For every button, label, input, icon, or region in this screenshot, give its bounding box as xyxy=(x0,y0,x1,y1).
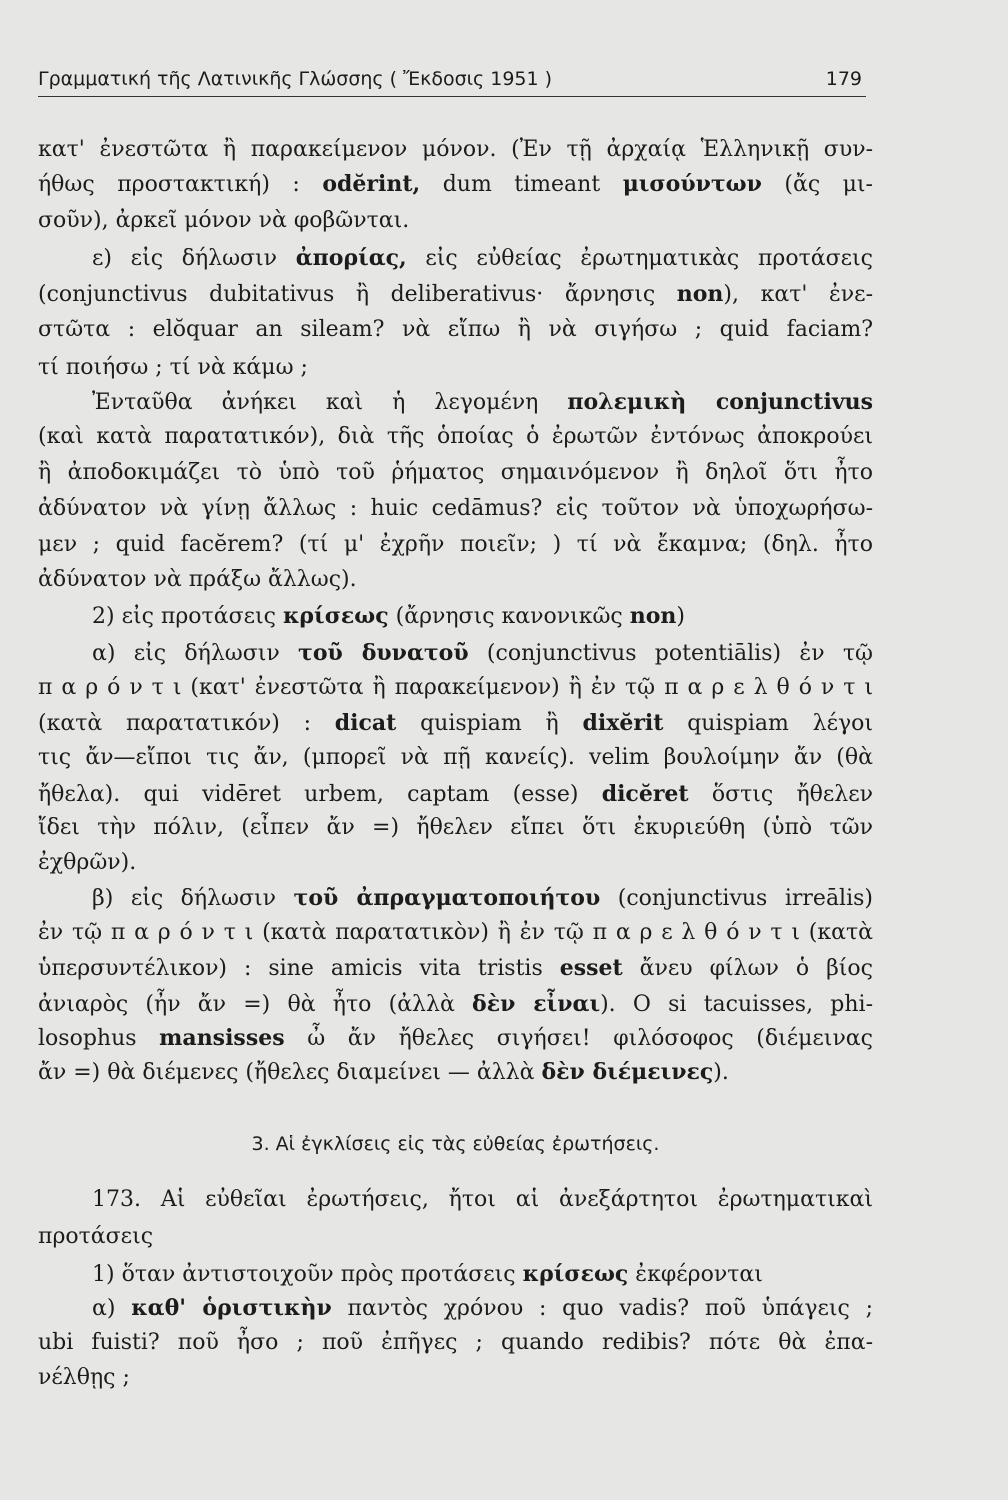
text-line xyxy=(38,1054,873,1091)
text-line xyxy=(38,527,873,563)
text-span: 3. Αἱ ἐγκλίσεις εἰς τὰς εὐθείας ἐρωτήσεις. xyxy=(251,1133,660,1155)
running-title: Γραμματική τῆς Λατινικῆς Γλώσσης ( Ἔκδοσις 1951 ) xyxy=(38,68,553,90)
bold-term: dicĕret xyxy=(601,781,689,807)
text-span: (conjunctivus potentiālis) ἐν τῷ xyxy=(468,641,873,666)
text-span: ήθως προστακτική) : xyxy=(38,172,323,197)
text-line xyxy=(38,1360,873,1396)
text-span: β) εἰς δήλωσιν xyxy=(92,886,294,911)
text-span: μεν ; quid facĕrem? (τί μ' ἐχρῆν ποιεῖν; ) τί νὰ ἔκαμνα; (δηλ. ἦτο xyxy=(38,532,873,557)
text-line xyxy=(38,810,873,846)
bold-term: non xyxy=(629,603,677,629)
text-span: ), κατ' ἐνε- xyxy=(723,282,874,307)
text-span: ἴδει τὴν πόλιν, (εἶπεν ἄν =) ἤθελεν εἴπει ὅτι ἐκυριεύθη (ὑπὸ τῶν xyxy=(38,815,873,840)
text-span: τί ποιήσω ; τί νὰ κάμω ; xyxy=(38,355,308,380)
text-line xyxy=(38,1182,873,1218)
text-span: ἀδύνατον νὰ γίνῃ ἄλλως : huic cedāmus? εἰς τοῦτον νὰ ὑποχωρήσω- xyxy=(38,496,873,521)
text-line xyxy=(38,562,873,598)
text-span: ). O si tacuisses, phi- xyxy=(600,992,873,1017)
bold-term: odĕrint, xyxy=(322,171,421,197)
text-line xyxy=(38,203,873,239)
text-span: ἐν τῷ π α ρ ό ν τ ι (κατὰ παρατατικὸν) ἢ ἐν τῷ π α ρ ε λ θ ό ν τ ι (κατὰ xyxy=(38,920,873,945)
text-line xyxy=(38,384,873,421)
text-span: 1) ὅταν ἀντιστοιχοῦν πρὸς προτάσεις xyxy=(92,1262,523,1287)
bold-term: dicat xyxy=(334,710,397,736)
text-span: παντὸς χρόνου : quo vadis? ποῦ ὑπάγεις ; xyxy=(331,1296,873,1321)
text-span: ) xyxy=(676,604,686,629)
text-line xyxy=(38,455,873,491)
text-line xyxy=(38,635,873,672)
text-span: losophus xyxy=(38,1026,160,1051)
text-line xyxy=(38,1219,873,1255)
text-line xyxy=(38,419,873,455)
text-span: α) εἰς δήλωσιν xyxy=(92,641,299,666)
text-span: σοῦν), ἀρκεῖ μόνον νὰ φοβῶνται. xyxy=(38,208,410,233)
text-span: ὅστις ἤθελεν xyxy=(688,782,873,807)
text-line xyxy=(38,1290,873,1327)
text-span: π α ρ ό ν τ ι (κατ' ἐνεστῶτα ἢ παρακείμενον) ἢ ἐν τῷ π α ρ ε λ θ ό ν τ ι xyxy=(38,675,873,700)
bold-term: δὲν εἶναι xyxy=(472,991,601,1017)
text-span: 2) εἰς προτάσεις xyxy=(92,604,283,629)
bold-term: non xyxy=(676,281,724,307)
text-span: στῶτα : elŏquar an sileam? νὰ εἴπω ἢ νὰ σιγήσω ; quid faciam? xyxy=(38,317,873,342)
bold-term: mansisses xyxy=(159,1025,285,1051)
text-line xyxy=(38,276,873,313)
text-span: ἄνευ φίλων ὁ βίος xyxy=(622,956,873,981)
text-line xyxy=(38,240,873,277)
bold-term: μισούντων xyxy=(622,171,762,197)
bold-term: τοῦ ἀπραγματοποιήτου xyxy=(293,885,601,911)
text-span: νέλθῃς ; xyxy=(38,1365,130,1390)
bold-term: δὲν διέμεινες xyxy=(541,1059,714,1085)
text-span: ἐκφέρονται xyxy=(628,1262,763,1287)
text-span: ἀδύνατον νὰ πράξω ἄλλως). xyxy=(38,567,357,592)
text-span: ἤθελα). qui vidēret urbem, captam (esse) xyxy=(38,782,602,807)
text-span: 173. Αἱ εὐθεῖαι ἐρωτήσεις, ἤτοι αἱ ἀνεξάρτητοι ἐρωτηματικαὶ xyxy=(92,1187,873,1212)
text-line xyxy=(38,350,873,386)
bold-term: πολεμικὴ conjunctivus xyxy=(567,389,873,415)
text-line xyxy=(38,880,873,917)
text-span: quispiam λέγοι xyxy=(663,711,873,736)
text-line xyxy=(38,491,873,527)
text-line xyxy=(38,986,873,1023)
text-span: (καὶ κατὰ παρατατικόν), διὰ τῆς ὁποίας ὁ ἐρωτῶν ἐντόνως ἀποκρούει xyxy=(38,424,873,449)
bold-term: κρίσεως xyxy=(282,603,389,629)
bold-term: ἀπορίας, xyxy=(295,245,407,271)
text-span: Ἐνταῦθα ἀνήκει καὶ ἡ λεγομένη xyxy=(92,390,568,415)
text-line xyxy=(38,1325,873,1361)
bold-term: καθ' ὁριστικὴν xyxy=(131,1295,332,1321)
text-span: ἢ ἀποδοκιμάζει τὸ ὑπὸ τοῦ ῥήματος σημαινόμενον ἢ δηλοῖ ὅτι ἦτο xyxy=(38,460,873,485)
text-span: ἀνιαρὸς (ἦν ἄν =) θὰ ἦτο (ἀλλὰ xyxy=(38,992,473,1017)
text-line xyxy=(38,705,873,742)
text-line xyxy=(38,1256,873,1293)
text-span: (ἄς μι- xyxy=(761,172,873,197)
text-span: ἄν =) θὰ διέμενες (ἤθελες διαμείνει — ἀλλὰ xyxy=(38,1060,542,1085)
text-span: (ἄρνησις κανονικῶς xyxy=(388,604,630,629)
text-span: (κατὰ παρατατικόν) : xyxy=(38,711,335,736)
bold-term: dixĕrit xyxy=(582,710,664,736)
text-span: εἰς εὐθείας ἐρωτηματικὰς προτάσεις xyxy=(406,246,873,271)
text-line xyxy=(38,312,873,348)
text-span: α) xyxy=(92,1296,132,1321)
text-span: κατ' ἐνεστῶτα ἢ παρακείμενον μόνον. (Ἐν τῇ ἀρχαίᾳ Ἑλληνικῇ συν- xyxy=(38,137,873,162)
text-line xyxy=(38,132,873,168)
text-span: ὦ ἄν ἤθελες σιγήσει! φιλόσοφος (διέμεινας xyxy=(284,1026,873,1051)
text-span: (conjunctivus dubitativus ἢ deliberativus· ἄρνησις xyxy=(38,282,677,307)
text-span: dum timeant xyxy=(420,172,623,197)
text-line xyxy=(38,915,873,951)
running-header xyxy=(38,66,866,97)
text-line xyxy=(38,845,873,881)
text-span: τις ἄν—εἴποι τις ἄν, (μπορεῖ νὰ πῇ κανείς). velim βουλοίμην ἄν (θὰ xyxy=(38,745,873,770)
text-line xyxy=(38,1020,873,1057)
text-span: ). xyxy=(713,1060,729,1085)
text-line xyxy=(38,598,873,635)
section-heading xyxy=(38,1126,873,1162)
text-span: ε) εἰς δήλωσιν xyxy=(92,246,296,271)
text-line xyxy=(38,670,873,706)
page-number: 179 xyxy=(825,68,862,90)
text-line xyxy=(38,776,873,813)
text-span: ubi fuisti? ποῦ ἦσο ; ποῦ ἐπῆγες ; quando redibis? πότε θὰ ἐπα- xyxy=(38,1330,873,1355)
text-line xyxy=(38,950,873,987)
text-span: ἐχθρῶν). xyxy=(38,850,137,875)
text-line xyxy=(38,166,873,203)
text-line xyxy=(38,740,873,776)
text-span: ὑπερσυντέλικον) : sine amicis vita tristis xyxy=(38,956,560,981)
text-span: quispiam ἢ xyxy=(396,711,583,736)
bold-term: esset xyxy=(559,955,623,981)
text-span: προτάσεις xyxy=(38,1224,154,1249)
bold-term: κρίσεως xyxy=(522,1261,629,1287)
text-span: (conjunctivus irreālis) xyxy=(600,886,874,911)
bold-term: τοῦ δυνατοῦ xyxy=(298,640,469,666)
